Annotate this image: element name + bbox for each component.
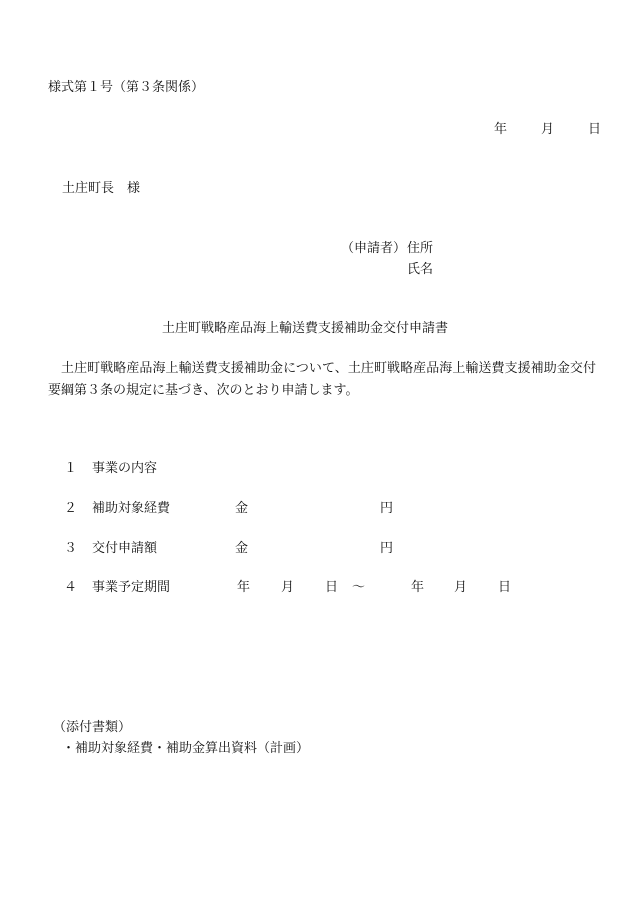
applicant-role-label: （申請者） <box>341 241 407 256</box>
addressee: 土庄町長 様 <box>62 181 141 196</box>
applicant-address-label: 住所 <box>407 241 434 256</box>
date-month: 月 <box>541 122 555 137</box>
item-3-prefix: 金 <box>235 541 249 556</box>
item-2-suffix: 円 <box>380 501 394 516</box>
applicant-name-label: 氏名 <box>407 262 434 277</box>
item-4-number: ４ <box>64 580 78 595</box>
item-2-label: 補助対象経費 <box>92 501 171 516</box>
body-paragraph: 土庄町戦略産品海上輸送費支援補助金について、土庄町戦略産品海上輸送費支援補助金交付要綱第３条の規定に基づき、次のとおり申請します。 <box>48 361 596 398</box>
date-day: 日 <box>588 122 602 137</box>
item-2-prefix: 金 <box>235 501 249 516</box>
item-3-suffix: 円 <box>380 541 394 556</box>
period-start-month: 月 <box>281 580 295 595</box>
period-start-day: 日 <box>325 580 339 595</box>
item-1-label: 事業の内容 <box>92 461 158 476</box>
document-title: 土庄町戦略産品海上輸送費支援補助金交付申請書 <box>162 321 449 336</box>
item-2-number: ２ <box>64 501 78 516</box>
item-4-label: 事業予定期間 <box>92 580 171 595</box>
form-number: 様式第１号（第３条関係） <box>48 80 205 95</box>
date-year: 年 <box>494 122 508 137</box>
period-start-year: 年 <box>237 580 251 595</box>
submission-date <box>494 122 601 138</box>
period-separator: ～ <box>352 580 366 595</box>
period-end-day: 日 <box>498 580 512 595</box>
item-1-number: １ <box>64 461 78 476</box>
item-3-label: 交付申請額 <box>92 541 158 556</box>
attachments-heading: （添付書類） <box>53 720 132 735</box>
attachment-item: ・補助対象経費・補助金算出資料（計画） <box>62 741 310 756</box>
item-3-number: ３ <box>64 541 78 556</box>
period-end-month: 月 <box>454 580 468 595</box>
period-end-year: 年 <box>411 580 425 595</box>
